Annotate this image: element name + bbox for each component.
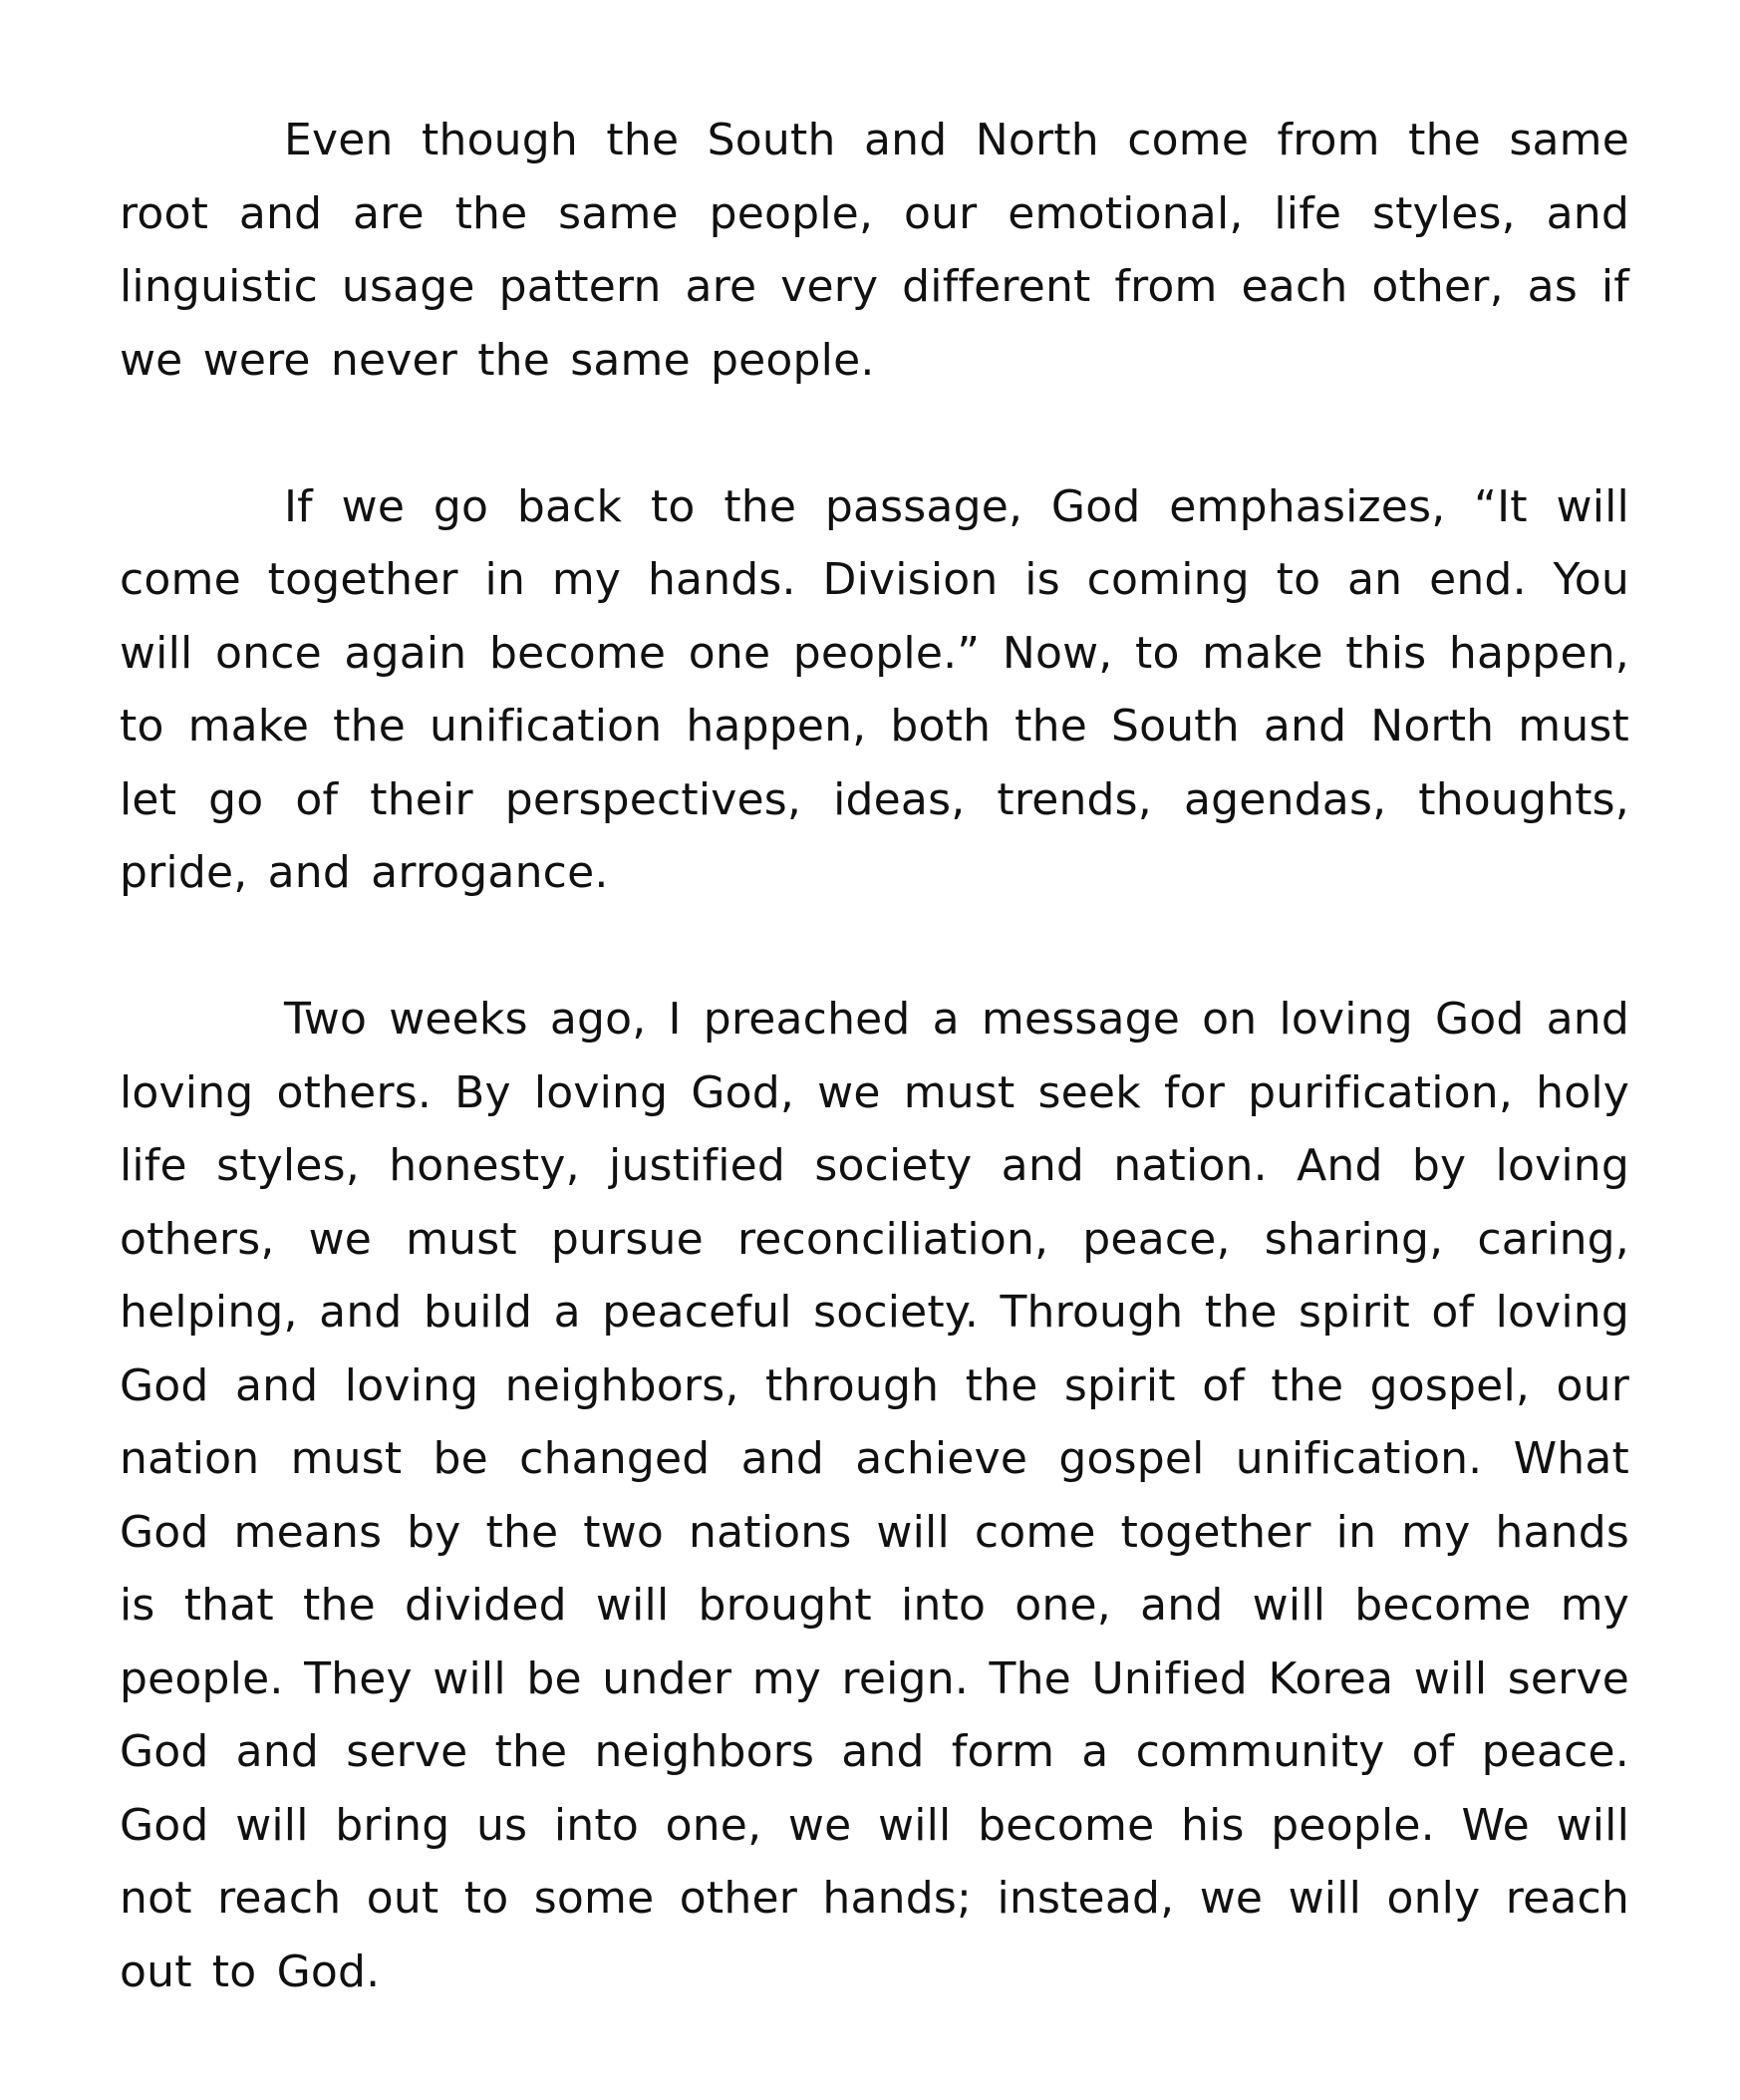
paragraph-2: If we go back to the passage, God emphasizes, “It will come together in my hands. Division is coming to an end. You will once again become one people.” Now, to make this happen, to make the unification happen, both the South and North must let go of their perspectives, ideas, trends, agendas, thoughts, pride, and arrogance. [120, 480, 1629, 898]
paragraph-1: Even though the South and North come from the same root and are the same people, our emotional, life styles, and linguistic usage pattern are very different from each other, as if we were never the same people. [120, 115, 1629, 386]
document-body [120, 104, 1629, 2008]
paragraph-3: Two weeks ago, I preached a message on loving God and loving others. By loving God, we must seek for purification, holy life styles, honesty, justified society and nation. And by loving others, we must pursue reconciliation, peace, sharing, caring, helping, and build a peaceful society. Through the spirit of loving God and loving neighbors, through the spirit of the gospel, our nation must be changed and achieve gospel unification. What God means by the two nations will come together in my hands is that the divided will brought into one, and will become my people. They will be under my reign. The Unified Korea will serve God and serve the neighbors and form a community of peace. God will bring us into one, we will become his people. We will not reach out to some other hands; instead, we will only reach out to God. [120, 994, 1629, 1997]
